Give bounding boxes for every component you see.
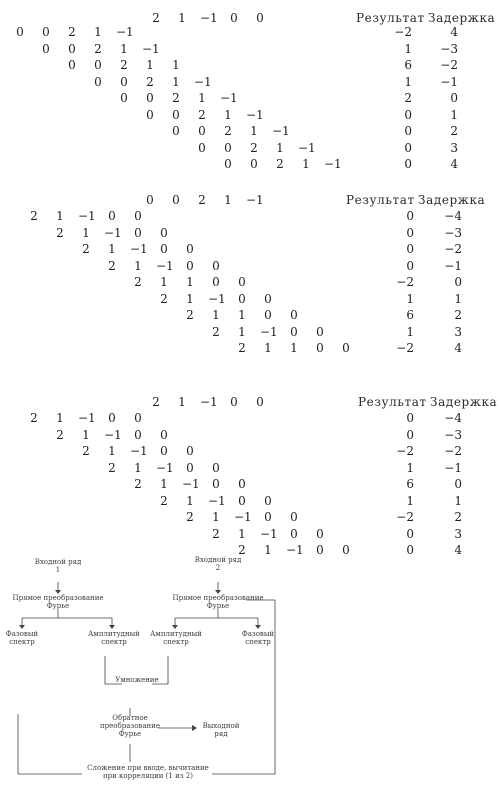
result-value: −2 — [396, 444, 414, 458]
delay-value: 1 — [454, 493, 462, 508]
kernel-cell: −1 — [246, 193, 264, 207]
delay-value: 3 — [454, 526, 462, 541]
output-series: Выходной ряд — [202, 722, 240, 738]
feedback-note: Сложение при вводе, вычитание при корреляции (1 из 2) — [87, 764, 209, 780]
row-cell: −1 — [182, 477, 200, 491]
row-cell: 2 — [160, 291, 168, 306]
result-value: 6 — [406, 308, 414, 322]
result-value: 1 — [406, 460, 414, 475]
delay-value: 2 — [450, 124, 458, 138]
row-cell: 2 — [146, 74, 154, 89]
delay-value: −1 — [444, 460, 462, 475]
kernel-cell: 1 — [178, 395, 186, 409]
result-value: −2 — [396, 341, 414, 355]
delay-value: −2 — [440, 58, 458, 72]
row-cell: 0 — [134, 411, 142, 425]
row-cell: 2 — [56, 427, 64, 442]
row-cell: −1 — [78, 411, 96, 425]
row-cell: 0 — [120, 74, 128, 89]
row-cell: 1 — [212, 510, 220, 524]
row-cell: −1 — [298, 140, 316, 155]
row-cell: −1 — [260, 324, 278, 339]
result-value: 0 — [404, 107, 412, 122]
row-cell: 2 — [276, 157, 284, 171]
result-value: 0 — [404, 124, 412, 138]
row-cell: 2 — [82, 444, 90, 458]
row-cell: 0 — [342, 341, 350, 355]
row-cell: 1 — [264, 341, 272, 355]
row-cell: 0 — [134, 209, 142, 223]
row-cell: 0 — [224, 140, 232, 155]
row-cell: 1 — [56, 411, 64, 425]
row-cell: −1 — [208, 291, 226, 306]
row-cell: 1 — [302, 157, 310, 171]
row-cell: 0 — [186, 242, 194, 256]
result-value: 6 — [404, 58, 412, 72]
row-cell: 0 — [290, 526, 298, 541]
row-cell: 1 — [160, 275, 168, 289]
row-cell: −1 — [272, 124, 290, 138]
row-cell: 2 — [108, 460, 116, 475]
row-cell: 0 — [238, 493, 246, 508]
delay-value: −3 — [444, 225, 462, 240]
diagram-connectors — [0, 548, 498, 803]
inverse-fft: Обратное преобразование Фурье — [100, 714, 160, 738]
delay-value: −1 — [440, 74, 458, 89]
row-cell: 2 — [224, 124, 232, 138]
row-cell: 0 — [186, 258, 194, 273]
delay-value: 2 — [454, 510, 462, 524]
delay-value: −4 — [444, 411, 462, 425]
kernel-cell: 0 — [230, 395, 238, 409]
row-cell: 1 — [120, 41, 128, 56]
row-cell: 0 — [212, 275, 220, 289]
amplitude-spectrum-2: Амплитудный спектр — [150, 630, 202, 646]
row-cell: 0 — [68, 41, 76, 56]
row-cell: 0 — [42, 25, 50, 39]
row-cell: 2 — [250, 140, 258, 155]
kernel-cell: 2 — [152, 11, 160, 25]
row-cell: 1 — [82, 225, 90, 240]
multiply-node: Умножение — [115, 676, 159, 684]
row-cell: 0 — [160, 427, 168, 442]
row-cell: 2 — [68, 25, 76, 39]
delay-value: 0 — [450, 91, 458, 105]
row-cell: 1 — [238, 308, 246, 322]
row-cell: 2 — [212, 324, 220, 339]
row-cell: 0 — [316, 341, 324, 355]
row-cell: 0 — [212, 258, 220, 273]
row-cell: 0 — [160, 444, 168, 458]
result-value: 0 — [404, 140, 412, 155]
row-cell: 0 — [224, 157, 232, 171]
row-cell: 0 — [186, 460, 194, 475]
result-value: 0 — [406, 411, 414, 425]
row-cell: 1 — [186, 275, 194, 289]
row-cell: 0 — [108, 411, 116, 425]
row-cell: −1 — [142, 41, 160, 56]
amplitude-spectrum-1: Амплитудный спектр — [88, 630, 140, 646]
row-cell: 0 — [316, 526, 324, 541]
delay-value: 0 — [454, 477, 462, 491]
kernel-cell: 0 — [172, 193, 180, 207]
row-cell: 0 — [160, 242, 168, 256]
result-value: 1 — [404, 41, 412, 56]
delay-value: −3 — [444, 427, 462, 442]
header-delay: Задержка — [418, 193, 486, 207]
result-value: 1 — [406, 291, 414, 306]
result-value: 1 — [404, 74, 412, 89]
kernel-cell: 0 — [146, 193, 154, 207]
row-cell: 2 — [186, 308, 194, 322]
delay-value: 1 — [450, 107, 458, 122]
row-cell: 0 — [186, 444, 194, 458]
row-cell: 0 — [134, 225, 142, 240]
row-cell: 1 — [108, 242, 116, 256]
row-cell: 1 — [212, 308, 220, 322]
row-cell: 0 — [120, 91, 128, 105]
row-cell: −1 — [220, 91, 238, 105]
row-cell: 2 — [134, 275, 142, 289]
row-cell: 2 — [212, 526, 220, 541]
row-cell: 2 — [198, 107, 206, 122]
delay-value: 4 — [450, 157, 458, 171]
row-cell: −1 — [234, 510, 252, 524]
row-cell: −1 — [116, 25, 134, 39]
result-value: 0 — [406, 242, 414, 256]
row-cell: 0 — [160, 225, 168, 240]
delay-value: −2 — [444, 444, 462, 458]
result-value: 0 — [404, 157, 412, 171]
row-cell: 0 — [198, 124, 206, 138]
row-cell: 0 — [146, 107, 154, 122]
row-cell: 0 — [212, 477, 220, 491]
row-cell: 2 — [56, 225, 64, 240]
row-cell: 0 — [290, 308, 298, 322]
result-value: 1 — [406, 324, 414, 339]
kernel-cell: 0 — [256, 11, 264, 25]
row-cell: 1 — [264, 543, 272, 557]
row-cell: 0 — [94, 74, 102, 89]
row-cell: −1 — [324, 157, 342, 171]
header-delay: Задержка — [430, 395, 498, 409]
result-value: 0 — [406, 543, 414, 557]
kernel-cell: 2 — [152, 395, 160, 409]
result-value: −2 — [396, 275, 414, 289]
row-cell: −1 — [246, 107, 264, 122]
kernel-cell: 0 — [256, 395, 264, 409]
row-cell: 0 — [108, 209, 116, 223]
input-series-2: Входной ряд 2 — [194, 556, 242, 572]
row-cell: 0 — [212, 460, 220, 475]
row-cell: 1 — [56, 209, 64, 223]
kernel-cell: 0 — [230, 11, 238, 25]
row-cell: 0 — [172, 124, 180, 138]
row-cell: 0 — [290, 324, 298, 339]
row-cell: −1 — [260, 526, 278, 541]
phase-spectrum-1: Фазовый спектр — [5, 630, 39, 646]
row-cell: 0 — [172, 107, 180, 122]
row-cell: −1 — [156, 258, 174, 273]
row-cell: 1 — [172, 58, 180, 72]
row-cell: 0 — [146, 91, 154, 105]
row-cell: 1 — [172, 74, 180, 89]
row-cell: 1 — [198, 91, 206, 105]
row-cell: 0 — [250, 157, 258, 171]
row-cell: 0 — [16, 25, 24, 39]
result-value: 2 — [404, 91, 412, 105]
forward-fft-1: Прямое преобразование Фурье — [12, 594, 104, 610]
kernel-cell: −1 — [200, 395, 218, 409]
row-cell: 0 — [264, 493, 272, 508]
result-value: 6 — [406, 477, 414, 491]
row-cell: −1 — [104, 225, 122, 240]
result-value: 0 — [406, 258, 414, 273]
row-cell: 2 — [82, 242, 90, 256]
row-cell: 0 — [264, 308, 272, 322]
row-cell: 2 — [134, 477, 142, 491]
row-cell: −1 — [104, 427, 122, 442]
row-cell: 0 — [94, 58, 102, 72]
row-cell: 2 — [30, 411, 38, 425]
result-value: 0 — [406, 526, 414, 541]
row-cell: −1 — [130, 444, 148, 458]
row-cell: 2 — [160, 493, 168, 508]
header-result: Результат — [346, 193, 415, 207]
delay-value: −2 — [444, 242, 462, 256]
row-cell: 0 — [264, 291, 272, 306]
row-cell: −1 — [156, 460, 174, 475]
row-cell: 1 — [160, 477, 168, 491]
kernel-cell: 1 — [224, 193, 232, 207]
row-cell: 1 — [276, 140, 284, 155]
row-cell: 0 — [238, 477, 246, 491]
row-cell: 0 — [316, 324, 324, 339]
header-result: Результат — [358, 395, 427, 409]
row-cell: 2 — [238, 543, 246, 557]
row-cell: 1 — [224, 107, 232, 122]
forward-fft-2: Прямое преобразование Фурье — [172, 594, 264, 610]
delay-value: 4 — [454, 341, 462, 355]
row-cell: 0 — [264, 510, 272, 524]
correlation-table-3 — [0, 390, 498, 558]
row-cell: 2 — [120, 58, 128, 72]
row-cell: 1 — [146, 58, 154, 72]
row-cell: 1 — [134, 460, 142, 475]
result-value: 0 — [406, 225, 414, 240]
result-value: −2 — [396, 510, 414, 524]
row-cell: 1 — [108, 444, 116, 458]
row-cell: 0 — [238, 291, 246, 306]
row-cell: 1 — [238, 324, 246, 339]
row-cell: 1 — [250, 124, 258, 138]
row-cell: 2 — [108, 258, 116, 273]
row-cell: −1 — [194, 74, 212, 89]
row-cell: 0 — [238, 275, 246, 289]
correlation-table-2 — [0, 188, 498, 356]
row-cell: −1 — [78, 209, 96, 223]
delay-value: 1 — [454, 291, 462, 306]
row-cell: 1 — [290, 341, 298, 355]
input-series-1: Входной ряд 1 — [34, 558, 82, 574]
fourier-flow-diagram — [0, 548, 498, 803]
row-cell: −1 — [208, 493, 226, 508]
delay-value: 3 — [454, 324, 462, 339]
row-cell: 0 — [290, 510, 298, 524]
row-cell: 2 — [30, 209, 38, 223]
delay-value: 0 — [454, 275, 462, 289]
row-cell: 2 — [238, 341, 246, 355]
delay-value: −1 — [444, 258, 462, 273]
result-value: 0 — [406, 427, 414, 442]
row-cell: 1 — [94, 25, 102, 39]
delay-value: −4 — [444, 209, 462, 223]
row-cell: −1 — [286, 543, 304, 557]
delay-value: 2 — [454, 308, 462, 322]
row-cell: 1 — [186, 291, 194, 306]
kernel-cell: 2 — [198, 193, 206, 207]
delay-value: 3 — [450, 140, 458, 155]
result-value: 0 — [406, 209, 414, 223]
row-cell: 2 — [172, 91, 180, 105]
header-delay: Задержка — [428, 11, 496, 25]
kernel-cell: 1 — [178, 11, 186, 25]
row-cell: 1 — [82, 427, 90, 442]
result-value: 1 — [406, 493, 414, 508]
delay-value: 4 — [454, 543, 462, 557]
row-cell: 1 — [186, 493, 194, 508]
row-cell: −1 — [130, 242, 148, 256]
result-value: −2 — [394, 25, 412, 39]
row-cell: 2 — [94, 41, 102, 56]
row-cell: 1 — [134, 258, 142, 273]
correlation-table-1 — [0, 4, 498, 172]
row-cell: 0 — [342, 543, 350, 557]
phase-spectrum-2: Фазовый спектр — [241, 630, 275, 646]
delay-value: 4 — [450, 25, 458, 39]
row-cell: 0 — [42, 41, 50, 56]
row-cell: 0 — [68, 58, 76, 72]
delay-value: −3 — [440, 41, 458, 56]
row-cell: 0 — [198, 140, 206, 155]
row-cell: 0 — [316, 543, 324, 557]
kernel-cell: −1 — [200, 11, 218, 25]
row-cell: 0 — [134, 427, 142, 442]
row-cell: 2 — [186, 510, 194, 524]
row-cell: 1 — [238, 526, 246, 541]
header-result: Результат — [356, 11, 425, 25]
